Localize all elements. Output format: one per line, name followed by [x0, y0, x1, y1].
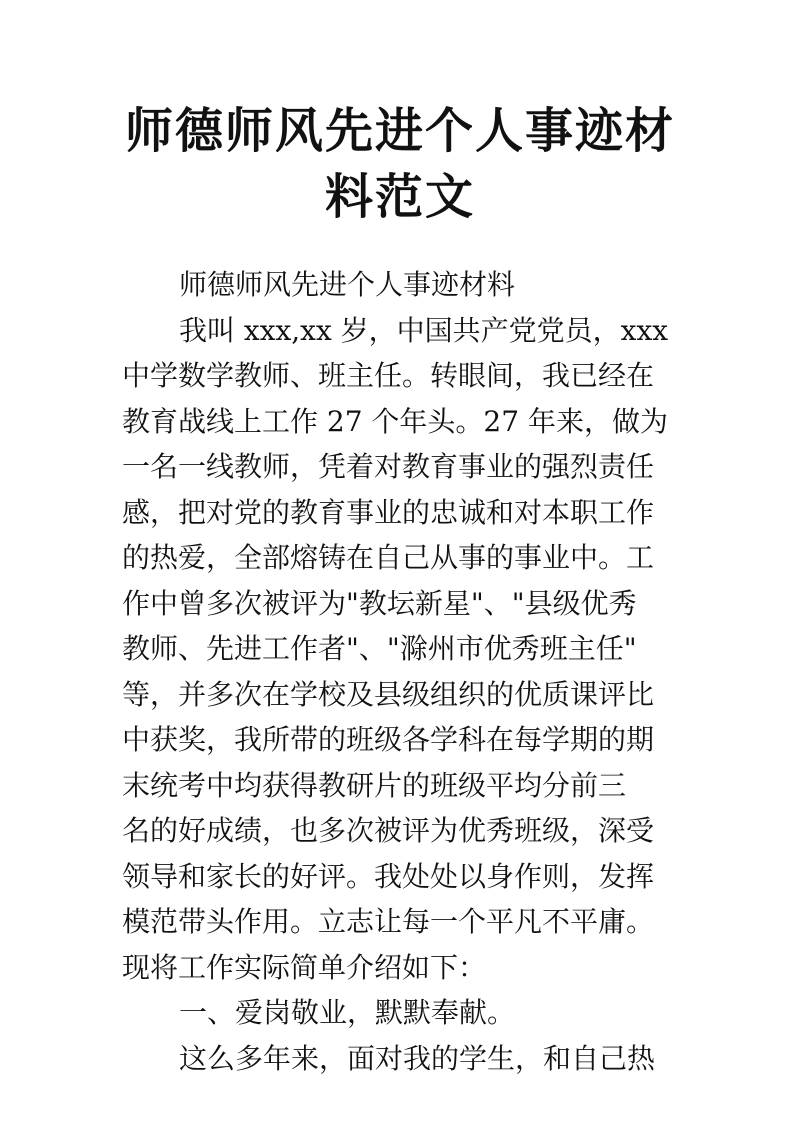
document-body [122, 262, 694, 1081]
subtitle-line: 师德师风先进个人事迹材料 [179, 268, 516, 301]
title-line-1: 师德师风先进个人事迹材 [124, 103, 675, 159]
section-heading: 一、爱岗敬业，默默奉献。 [179, 996, 516, 1029]
paragraph-line: 教师、先进工作者"、"滁州市优秀班主任" [122, 632, 637, 665]
paragraph-line: 模范带头作用。立志让每一个平凡不平庸。 [122, 905, 655, 938]
paragraph-line: 现将工作实际简单介绍如下： [122, 950, 487, 984]
title-line-2: 料范文 [324, 169, 475, 225]
paragraph-line: 这么多年来，面对我的学生，和自己热 [179, 1041, 656, 1075]
paragraph-line: 中学数学教师、班主任。转眼间，我已经在 [122, 359, 655, 392]
paragraph-line: 作中曾多次被评为"教坛新星"、"县级优秀 [122, 586, 637, 620]
paragraph-line: 一名一线教师，凭着对教育事业的强烈责任 [122, 450, 655, 483]
paragraph-line: 的热爱，全部熔铸在自己从事的事业中。工 [122, 541, 655, 574]
paragraph-line: 领导和家长的好评。我处处以身作则，发挥 [122, 859, 655, 893]
paragraph-line: 等，并多次在学校及县级组织的优质课评比 [122, 677, 655, 711]
paragraph-line: 中获奖，我所带的班级各学科在每学期的期 [122, 723, 655, 756]
paragraph-line: 教育战线上工作 27 个年头。27 年来，做为 [122, 404, 668, 438]
document-title [110, 98, 690, 230]
paragraph-line: 感，把对党的教育事业的忠诚和对本职工作 [122, 495, 655, 529]
paragraph-line: 名的好成绩，也多次被评为优秀班级，深受 [122, 814, 655, 847]
paragraph-line: 我叫 xxx,xx 岁，中国共产党党员，xxx [179, 313, 669, 347]
paragraph-line: 末统考中均获得教研片的班级平均分前三 [122, 768, 627, 802]
